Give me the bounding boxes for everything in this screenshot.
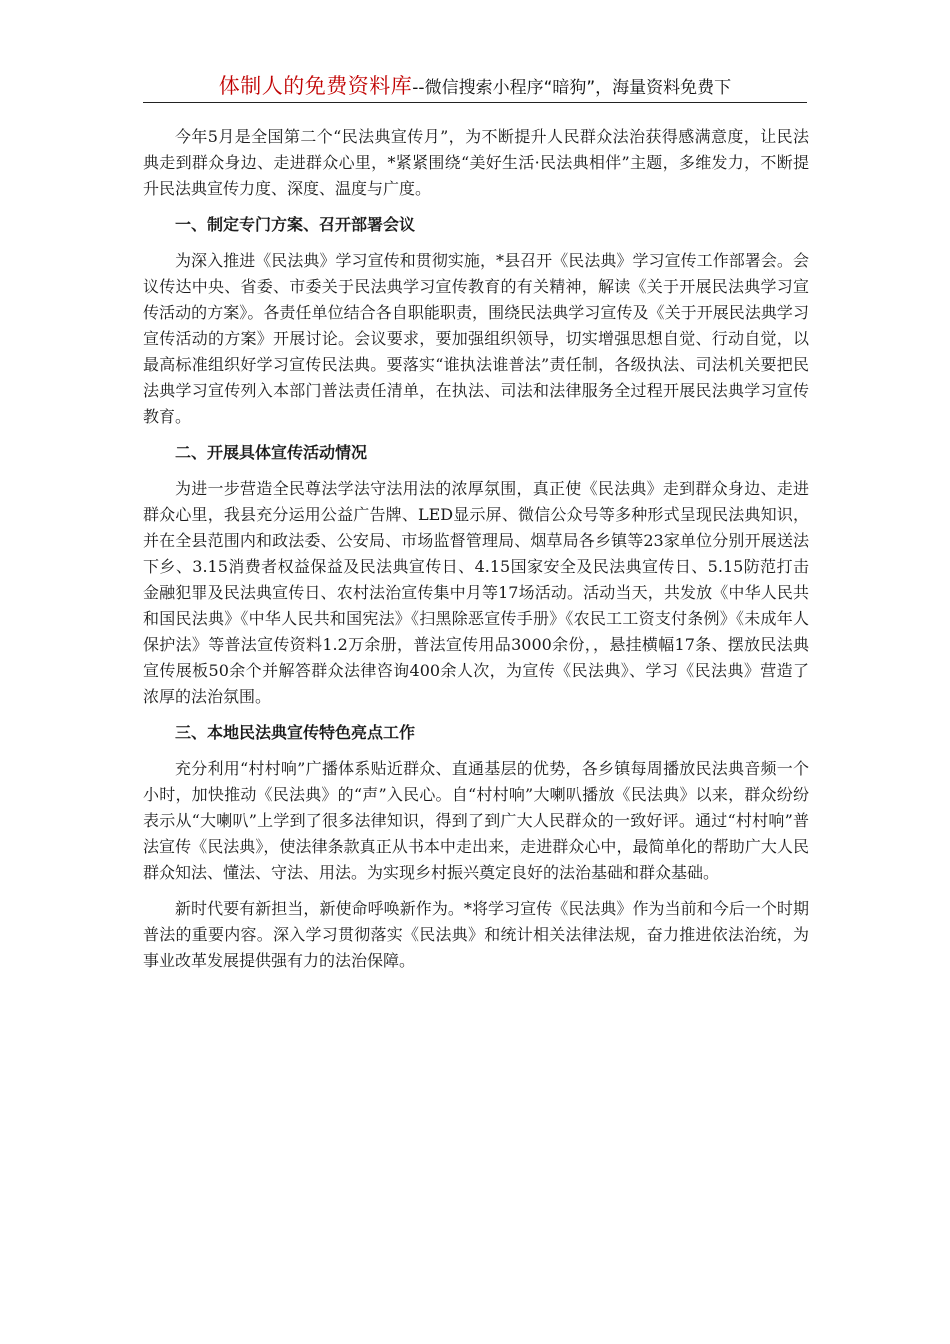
closing-paragraph: 新时代要有新担当，新使命呼唤新作为。*将学习宣传《民法典》作为当前和今后一个时期普法的重要内容。深入学习贯彻落实《民法典》和统计相关法律法规，奋力推进依法治统，为事业改革发展提供强有力的法治保障。	[143, 899, 809, 970]
section-2-heading: 二、开展具体宣传活动情况	[175, 443, 368, 462]
document-body	[143, 124, 809, 984]
section-3-paragraph: 充分利用“村村响”广播体系贴近群众、直通基层的优势，各乡镇每周播放民法典音频一个小时，加快推动《民法典》的“声”入民心。自“村村响”大喇叭播放《民法典》以来，群众纷纷表示从“大喇叭”上学到了很多法律知识，得到了到广大人民群众的一致好评。通过“村村响”普法宣传《民法典》，使法律条款真正从书本中走出来，走进群众心中，最简单化的帮助广大人民群众知法、懂法、守法、用法。为实现乡村振兴奠定良好的法治基础和群众基础。	[143, 759, 809, 882]
header-brand: 体制人的免费资料库	[218, 74, 413, 98]
page-header	[143, 70, 807, 103]
section-1-heading: 一、制定专门方案、召开部署会议	[175, 215, 416, 234]
section-1-paragraph: 为深入推进《民法典》学习宣传和贯彻实施，*县召开《民法典》学习宣传工作部署会。会议传达中央、省委、市委关于民法典学习宣传教育的有关精神，解读《关于开展民法典学习宣传活动的方案》。各责任单位结合各自职能职责，围绕民法典学习宣传及《关于开展民法典学习宣传活动的方案》开展讨论。会议要求，要加强组织领导，切实增强思想自觉、行动自觉，以最高标准组织好学习宣传民法典。要落实“谁执法谁普法”责任制，各级执法、司法机关要把民法典学习宣传列入本部门普法责任清单，在执法、司法和法律服务全过程开展民法典学习宣传教育。	[143, 251, 809, 426]
header-slogan: --微信搜索小程序“暗狗”，海量资料免费下	[412, 78, 732, 98]
intro-paragraph: 今年5月是全国第二个“民法典宣传月”，为不断提升人民群众法治获得感满意度，让民法典走到群众身边、走进群众心里，*紧紧围绕“美好生活·民法典相伴”主题，多维发力，不断提升民法典宣传力度、深度、温度与广度。	[143, 127, 809, 198]
section-2-paragraph: 为进一步营造全民尊法学法守法用法的浓厚氛围，真正使《民法典》走到群众身边、走进群众心里，我县充分运用公益广告牌、LED显示屏、微信公众号等多种形式呈现民法典知识，并在全县范围内和政法委、公安局、市场监督管理局、烟草局各乡镇等23家单位分别开展送法下乡、3.15消费者权益保益及民法典宣传日、4.15国家安全及民法典宣传日、5.15防范打击金融犯罪及民法典宣传日、农村法治宣传集中月等17场活动。活动当天，共发放《中华人民共和国民法典》《中华人民共和国宪法》《扫黑除恶宣传手册》《农民工工资支付条例》《未成年人保护法》等普法宣传资料1.2万余册，普法宣传用品3000余份，，悬挂横幅17条、摆放民法典宣传展板50余个并解答群众法律咨询400余人次，为宣传《民法典》、学习《民法典》营造了浓厚的法治氛围。	[143, 479, 809, 706]
section-3-heading: 三、本地民法典宣传特色亮点工作	[175, 723, 416, 742]
